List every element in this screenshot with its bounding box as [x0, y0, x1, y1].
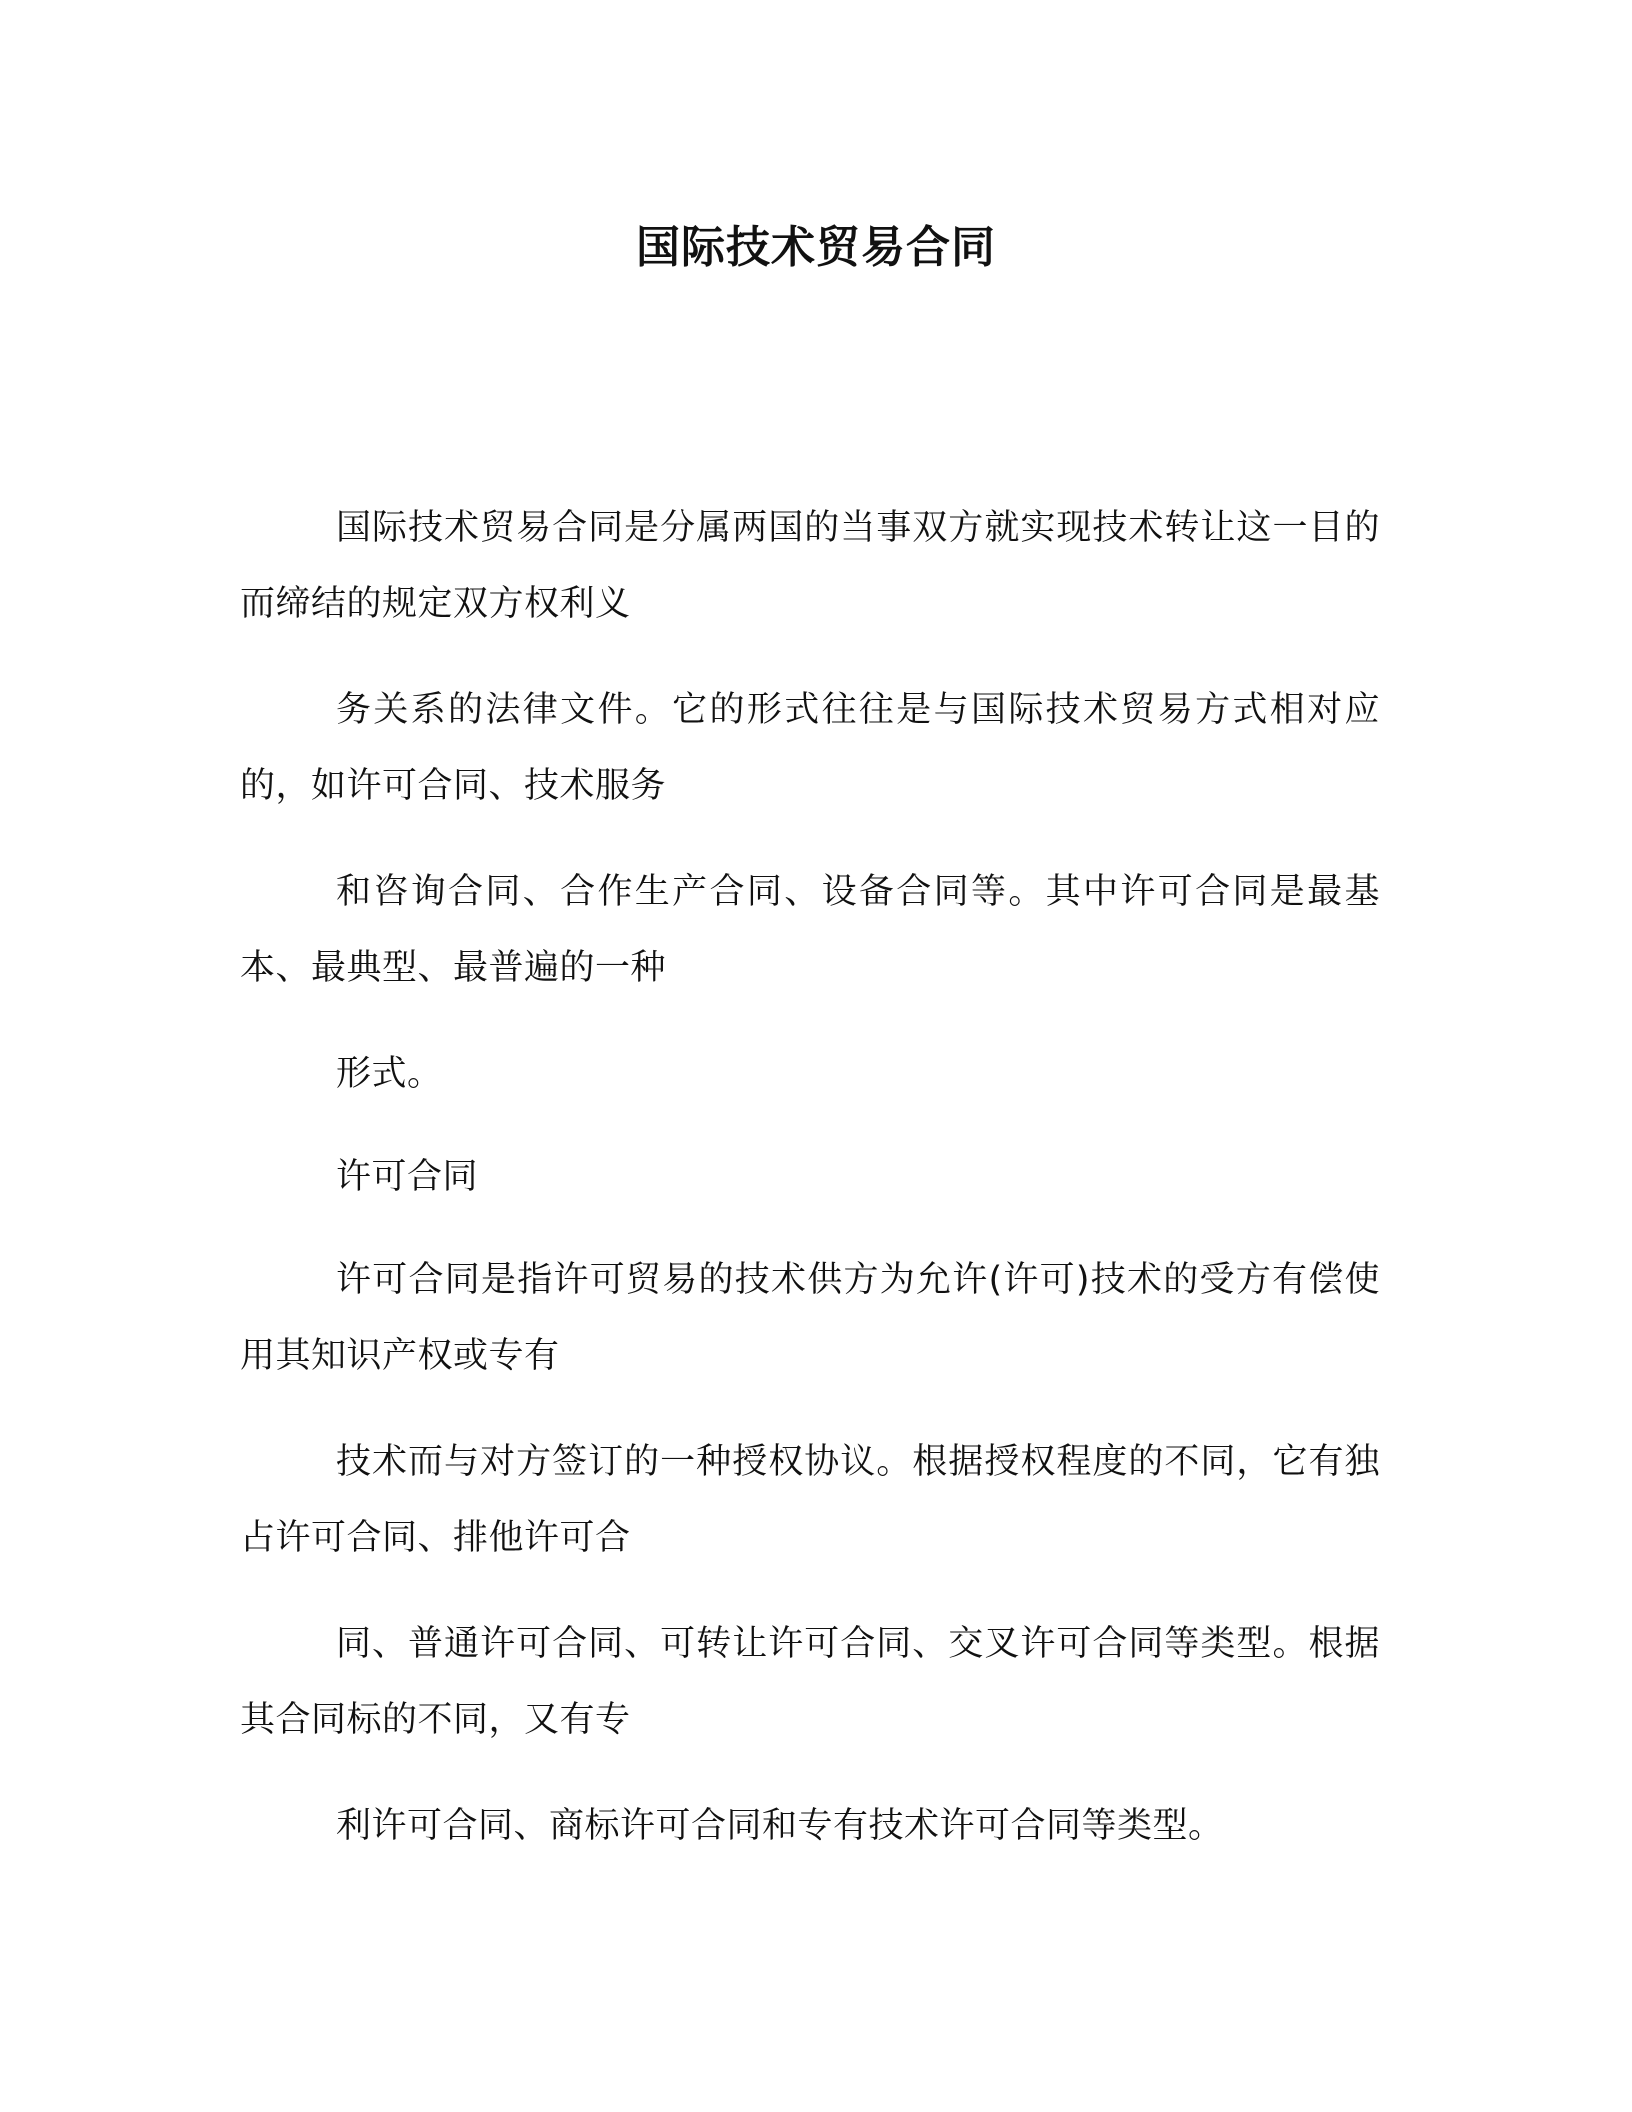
paragraph-2: 务关系的法律文件。它的形式往往是与国际技术贸易方式相对应的，如许可合同、技术服务 — [240, 690, 1380, 806]
document-title: 国际技术贸易合同 — [636, 222, 996, 273]
paragraph-3: 和咨询合同、合作生产合同、设备合同等。其中许可合同是最基本、最典型、最普遍的一种 — [240, 872, 1380, 988]
section-heading-license-contract: 许可合同 — [336, 1157, 479, 1197]
paragraph-6: 许可合同是指许可贸易的技术供方为允许(许可)技术的受方有偿使用其知识产权或专有 — [240, 1260, 1380, 1376]
paragraph-9: 利许可合同、商标许可合同和专有技术许可合同等类型。 — [336, 1806, 1224, 1846]
paragraph-4: 形式。 — [336, 1054, 443, 1094]
paragraph-1: 国际技术贸易合同是分属两国的当事双方就实现技术转让这一目的而缔结的规定双方权利义 — [240, 508, 1380, 624]
paragraph-7: 技术而与对方签订的一种授权协议。根据授权程度的不同，它有独占许可合同、排他许可合 — [240, 1442, 1380, 1558]
document-body — [240, 490, 1380, 1891]
paragraph-8: 同、普通许可合同、可转让许可合同、交叉许可合同等类型。根据其合同标的不同，又有专 — [240, 1624, 1380, 1740]
